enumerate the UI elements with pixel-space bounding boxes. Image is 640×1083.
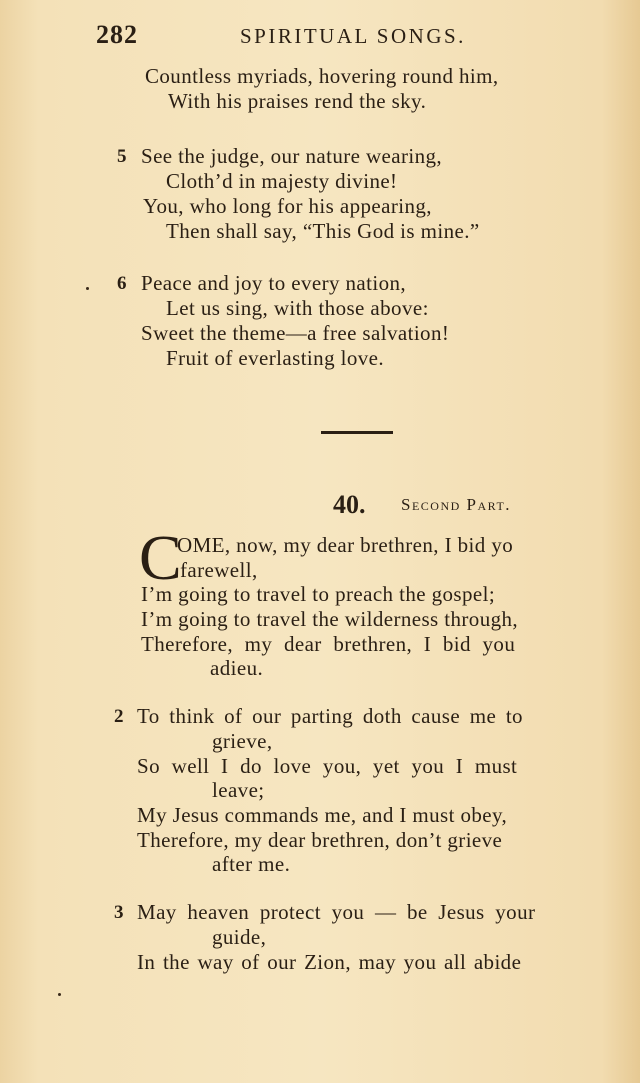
verse-number: 2 — [114, 706, 124, 727]
verse-line: In the way of our Zion, may you all abide — [137, 950, 522, 974]
verse-line: Countless myriads, hovering round him, — [145, 64, 499, 88]
hymn-subtitle: Second Part. — [401, 495, 512, 514]
verse-line: OME, now, my dear brethren, I bid yo — [177, 533, 514, 557]
section-divider — [321, 431, 393, 434]
page-header — [0, 20, 640, 52]
verse-line: With his praises rend the sky. — [168, 89, 427, 113]
verse-line: I’m going to travel the wilderness through, — [141, 607, 519, 631]
verse-line: adieu. — [210, 656, 264, 680]
verse-number: 3 — [114, 902, 124, 923]
verse-line: To think of our parting doth cause me to — [137, 704, 523, 728]
verse-line: farewell, — [180, 558, 258, 582]
verse-line: after me. — [212, 852, 291, 876]
verse-line: So well I do love you, yet you I must — [137, 754, 518, 778]
verse-line: See the judge, our nature wearing, — [141, 144, 443, 168]
paper-speck — [58, 993, 61, 996]
verse-line: Let us sing, with those above: — [166, 296, 429, 320]
verse-line: Then shall say, “This God is mine.” — [166, 219, 480, 243]
drop-cap: C — [139, 522, 182, 593]
verse-line: Sweet the theme—a free salvation! — [141, 321, 450, 345]
verse-line: grieve, — [212, 729, 273, 753]
verse-line: Therefore, my dear brethren, I bid you — [141, 632, 516, 656]
verse-line: My Jesus commands me, and I must obey, — [137, 803, 508, 827]
verse-line: Therefore, my dear brethren, don’t grieve — [137, 828, 503, 852]
verse-number: 5 — [117, 146, 127, 167]
page-number: 282 — [96, 20, 138, 49]
verse-line: Cloth’d in majesty divine! — [166, 169, 398, 193]
verse-number: 6 — [117, 273, 127, 294]
verse-line: Fruit of everlasting love. — [166, 346, 385, 370]
verse-line: Peace and joy to every nation, — [141, 271, 407, 295]
running-title: SPIRITUAL SONGS. — [240, 24, 466, 48]
verse-line: May heaven protect you — be Jesus your — [137, 900, 536, 924]
verse-line: leave; — [212, 778, 265, 802]
verse-line: guide, — [212, 925, 267, 949]
verse-line: I’m going to travel to preach the gospel; — [141, 582, 496, 606]
paper-speck — [86, 287, 89, 290]
verse-line: You, who long for his appearing, — [143, 194, 432, 218]
hymn-number: 40. — [333, 490, 366, 519]
